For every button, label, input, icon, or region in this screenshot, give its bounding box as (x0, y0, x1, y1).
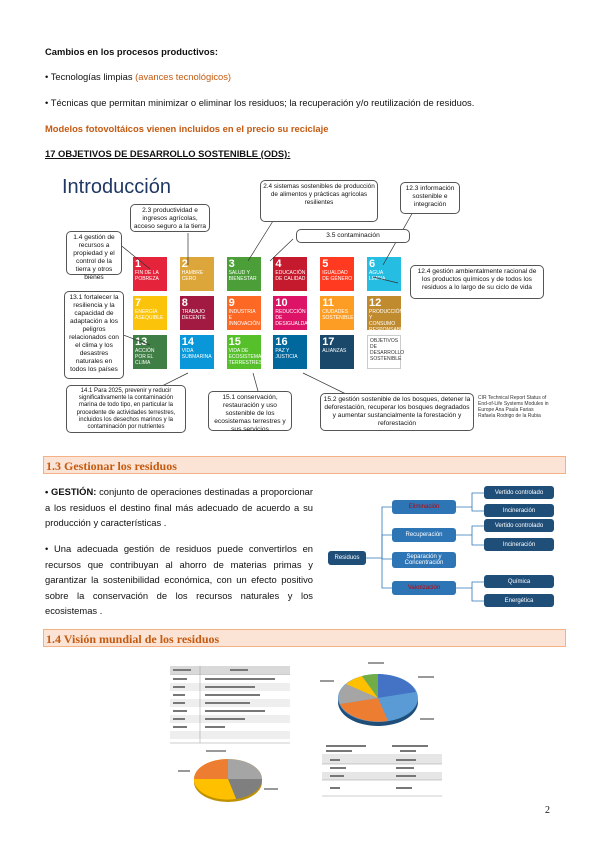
section-1-3-title: 1.3 Gestionar los residuos (46, 459, 177, 473)
adecuada-gestion-paragraph: • Una adecuada gestión de residuos puede convertirlos en recursos que contribuyan al ahorro de materias primas y garantizar la sostenibilidad económica, con un efecto positivo sobre la conservación de los recursos naturales y los ecosistemas . (45, 543, 313, 616)
source-credit: CIR Technical Report Status of End-of-Life Systems Modules in Europe Ana Paula Farias Rafaela Rodrigo de la Rubia (478, 395, 549, 419)
diagram-residuos: Residuos (328, 551, 366, 565)
waste-table-thumbnail (170, 666, 290, 744)
sdg-tile-label: REDUCCIÓN DE DESIGUALDADES (275, 309, 318, 327)
tecnologias-highlight: (avances tecnológicos) (135, 71, 232, 82)
pie-chart-image-1 (318, 660, 438, 736)
callout-14-1: 14.1 Para 2025, prevenir y reducir significativamente la contaminación marina de todo tipo, en particular la procedente de actividades terrestres, incluidos los desechos marinos y la contaminación por nutrientes (66, 385, 186, 433)
sdg-tile-number: 8 (181, 297, 188, 309)
waste-management-diagram (326, 484, 556, 614)
sdg-tile-label: ALIANZAS (322, 348, 347, 354)
sdg-tile-number: 2 (181, 258, 188, 270)
gestion-paragraph (45, 484, 313, 531)
sdg-tile-label: PRODUCCIÓN Y CONSUMO RESPONSABLES (369, 309, 410, 333)
sdg-tile-number: 7 (135, 297, 142, 309)
callout-12-4: 12.4 gestión ambientalmente racional de los productos químicos y de todos los residuos a lo largo de su ciclo de vida (410, 265, 544, 299)
sdg-tile-number: 17 (322, 336, 335, 348)
modelos-fotovoltaicos-line: Modelos fotovoltáicos vienen incluidos en el precio su reciclaje (45, 123, 329, 134)
sdg-tile-label: FIN DE LA POBREZA (135, 270, 159, 282)
sdg-tile-number: 16 (275, 336, 288, 348)
sdg-tile-number: 5 (322, 258, 329, 270)
ods-heading: 17 OBJETIVOS DE DESARROLLO SOSTENIBLE (ODS): (45, 148, 291, 159)
sdg-tile-label: ACCIÓN POR EL CLIMA (135, 348, 155, 366)
callout-2-4: 2.4 sistemas sostenibles de producción de alimentos y prácticas agrícolas resilientes (260, 180, 378, 222)
sdg-tile-number: 14 (181, 336, 195, 348)
callout-13-1: 13.1 fortalecer la resiliencia y la capacidad de adaptación a los peligros relacionados con el clima y los desastres naturales en todos los países (64, 291, 124, 379)
sdg-tile-label: ENERGÍA ASEQUIBLE (135, 309, 164, 321)
diagram-vertido-2: Vertido controlado (484, 519, 554, 532)
pie-chart-thumbnail-2 (176, 748, 280, 808)
sdg-tile-number: 6 (369, 258, 376, 270)
tecnologias-prefix: • Tecnologías limpias (45, 71, 136, 82)
callout-15-2: 15.2 gestión sostenible de los bosques, detener la deforestación, recuperar los bosques degradados y aumentar sustancialmente la forestación y reforestación (320, 393, 474, 431)
sdg-tile-number: 4 (275, 258, 282, 270)
diagram-eliminacion: Eliminación (392, 500, 456, 514)
sdg-tile-label: AGUA LIMPIA (369, 270, 386, 282)
diagram-separacion: Separación y Concentración (392, 552, 456, 568)
sdg-tile-label: CIUDADES SOSTENIBLES (322, 309, 357, 321)
sdg-tile-label: VIDA DE ECOSISTEMAS TERRESTRES (228, 348, 265, 366)
callout-1-4: 1.4 gestión de recursos a propiedad y el control de la tierra y otros bienes (66, 231, 122, 275)
sdg-tile-label: PAZ Y JUSTICIA (275, 348, 298, 360)
sdg-tile-label: INDUSTRIA E INNOVACIÓN (228, 309, 260, 327)
diagram-recuperacion: Recuperación (392, 528, 456, 542)
sdg-tile-number: 15 (228, 336, 241, 348)
diagram-valorizacion: Valorización (392, 581, 456, 595)
callout-2-3: 2.3 productividad e ingresos agrícolas, acceso seguro a la tierra (130, 204, 210, 232)
pie-chart-image-2 (176, 748, 280, 808)
sdg-tile-number: 3 (228, 258, 235, 270)
infographic-title: Introducción (62, 176, 171, 198)
sdg-tile-number: 11 (322, 297, 334, 309)
tecnologias-limpias-line (45, 71, 231, 83)
summary-table-thumbnail (322, 742, 442, 800)
callout-12-3: 12.3 información sostenible e integración (400, 182, 460, 214)
section-1-4-title: 1.4 Visión mundial de los residuos (46, 632, 220, 646)
ods-infographic (58, 173, 550, 435)
sdg-tile-label: EDUCACIÓN DE CALIDAD (275, 270, 306, 282)
diagram-energetica: Energética (484, 594, 554, 607)
sdg-tile-number: 10 (275, 297, 288, 309)
gestion-term: • GESTIÓN: (45, 486, 97, 497)
sdg-tile-label: VIDA SUBMARINA (181, 348, 212, 360)
sdg-tile-number: 1 (135, 258, 142, 270)
section-1-4-header (43, 629, 566, 647)
tecnicas-line: • Técnicas que permitan minimizar o eliminar los residuos; la recuperación y/o reutilización de residuos. (45, 97, 475, 108)
pie-chart-thumbnail-1 (318, 660, 438, 736)
sdg-tile-label: HAMBRE CERO (181, 270, 204, 282)
section-1-3-header (43, 456, 566, 474)
waste-table-image (170, 666, 290, 744)
diagram-incineracion-1: Incineración (484, 504, 554, 517)
callout-3-5: 3.5 contaminación (296, 229, 410, 243)
page-number: 2 (545, 805, 550, 816)
cambios-heading: Cambios en los procesos productivos: (45, 46, 218, 57)
diagram-incineracion-2: Incineración (484, 538, 554, 551)
sdg-tile-number: 12 (369, 297, 382, 309)
diagram-quimica: Química (484, 575, 554, 588)
sdg-tile-label: SALUD Y BIENESTAR (228, 270, 257, 282)
gestion-definition: conjunto de operaciones destinadas a proporcionar a los residuos el destino final más adecuado de acuerdo a su producción y características . (45, 486, 314, 528)
sdg-tile-label: OBJETIVOS DE DESARROLLO SOSTENIBLE (370, 338, 405, 362)
summary-table-image (322, 742, 442, 800)
callout-15-1: 15.1 conservación, restauración y uso sostenible de los ecosistemas terrestres y sus servicios (208, 391, 292, 431)
sdg-tile-label: TRABAJO DECENTE (181, 309, 206, 321)
sdg-tile-label: IGUALDAD DE GÉNERO (322, 270, 353, 282)
sdg-tile-number: 9 (228, 297, 235, 309)
diagram-vertido-1: Vertido controlado (484, 486, 554, 499)
sdg-tile-number: 13 (135, 336, 148, 348)
